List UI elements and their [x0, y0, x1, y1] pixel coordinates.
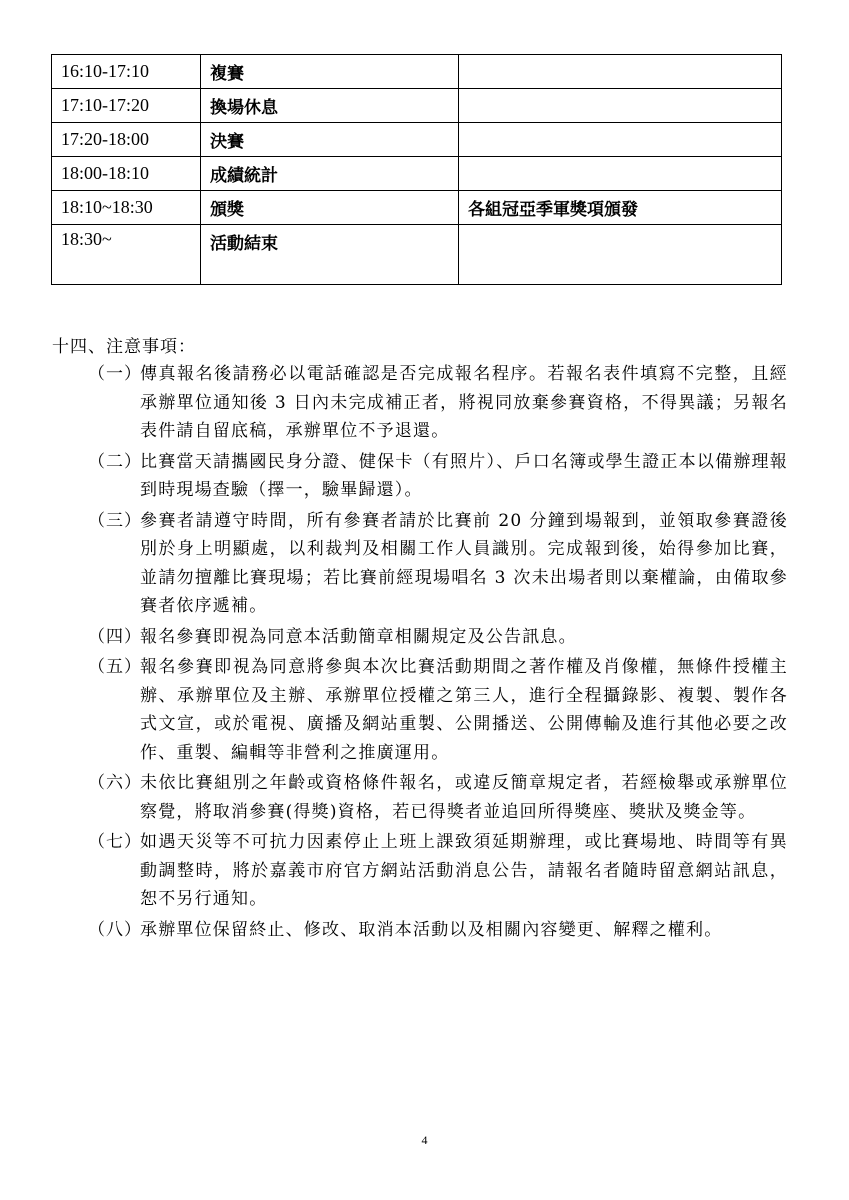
- schedule-time: 18:00-18:10: [52, 157, 201, 191]
- table-row: [52, 55, 782, 89]
- section-title: 十四、注意事項：: [52, 337, 196, 357]
- page-number: 4: [421, 1133, 428, 1147]
- list-item: [88, 916, 788, 945]
- schedule-time: 16:10-17:10: [52, 55, 201, 89]
- table-row: [52, 89, 782, 123]
- item-text: 承辦單位保留終止、修改、取消本活動以及相關內容變更、解釋之權利。: [140, 919, 723, 940]
- item-text: 未依比賽組別之年齡或資格條件報名，或違反簡章規定者，若經檢舉或承辦單位察覺，將取消參賽(得獎)資格，若已得獎者並追回所得獎座、獎狀及獎金等。: [140, 773, 788, 822]
- schedule-time: 18:10~18:30: [52, 191, 201, 225]
- item-text: 傳真報名後請務必以電話確認是否完成報名程序。若報名表件填寫不完整，且經承辦單位通知後 3 日內未完成補正者，將視同放棄參賽資格，不得異議；另報名表件請自留底稿，承辦單位不予退還。: [140, 364, 788, 441]
- table-row: [52, 191, 782, 225]
- item-number: （六）: [88, 773, 142, 793]
- schedule-note: 各組冠亞季軍獎項頒發: [459, 191, 782, 225]
- schedule-note: [459, 225, 782, 285]
- list-item: [88, 360, 788, 446]
- item-text: 比賽當天請攜國民身分證、健保卡（有照片）、戶口名簿或學生證正本以備辦理報到時現場查驗（擇一，驗畢歸還）。: [140, 451, 788, 500]
- list-item: [88, 769, 788, 826]
- item-number: （三）: [88, 510, 142, 531]
- table-row: [52, 123, 782, 157]
- item-number: （四）: [88, 626, 142, 647]
- item-number: （五）: [88, 657, 142, 677]
- schedule-event: 頒獎: [201, 191, 459, 225]
- table-row: [52, 157, 782, 191]
- schedule-event: 換場休息: [201, 89, 459, 123]
- list-item: [88, 448, 788, 505]
- list-item: [88, 653, 788, 767]
- schedule-event: 活動結束: [201, 225, 459, 285]
- schedule-time: 17:20-18:00: [52, 123, 201, 157]
- item-number: （一）: [88, 364, 142, 384]
- item-text: 報名參賽即視為同意將參與本次比賽活動期間之著作權及肖像權，無條件授權主辦、承辦單位及主辦、承辦單位授權之第三人，進行全程攝錄影、複製、製作各式文宣，或於電視、廣播及網站重製、公開播送、公開傳輸及進行其他必要之改作、重製、編輯等非營利之推廣運用。: [140, 657, 788, 763]
- schedule-note: [459, 123, 782, 157]
- schedule-event: 決賽: [201, 123, 459, 157]
- schedule-table: [51, 54, 782, 285]
- table-row: [52, 225, 782, 285]
- list-item: [88, 507, 788, 621]
- item-text: 參賽者請遵守時間，所有參賽者請於比賽前 20 分鐘到場報到，並領取參賽證後別於身上明顯處，以利裁判及相關工作人員識別。完成報到後，始得參加比賽，並請勿擅離比賽現場；若比賽前經現場唱名 3 次未出場者則以棄權論，由備取參賽者依序遞補。: [140, 510, 788, 616]
- schedule-note: [459, 157, 782, 191]
- schedule-time: 18:30~: [52, 225, 201, 285]
- schedule-note: [459, 89, 782, 123]
- schedule-time: 17:10-17:20: [52, 89, 201, 123]
- item-number: （二）: [88, 451, 142, 472]
- notes-list: [88, 360, 788, 946]
- item-number: （七）: [88, 832, 142, 852]
- schedule-event: 成績統計: [201, 157, 459, 191]
- schedule-note: [459, 55, 782, 89]
- item-text: 如遇天災等不可抗力因素停止上班上課致須延期辦理，或比賽場地、時間等有異動調整時，將於嘉義市府官方網站活動消息公告，請報名者隨時留意網站訊息，恕不另行通知。: [140, 832, 788, 909]
- schedule-event: 複賽: [201, 55, 459, 89]
- list-item: [88, 828, 788, 914]
- list-item: [88, 623, 788, 652]
- item-text: 報名參賽即視為同意本活動簡章相關規定及公告訊息。: [140, 626, 577, 647]
- item-number: （八）: [88, 919, 142, 940]
